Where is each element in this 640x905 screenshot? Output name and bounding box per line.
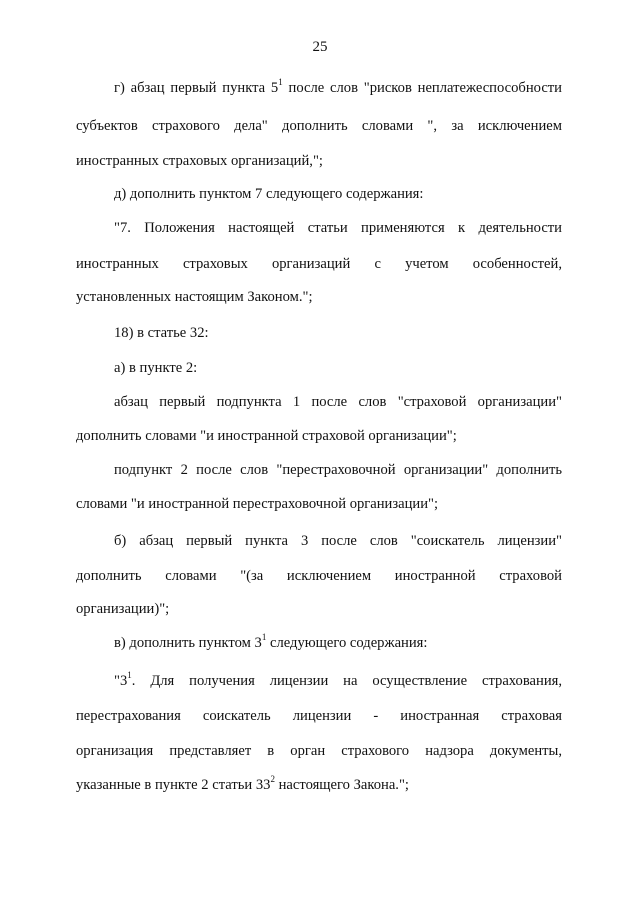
text-line: словами "и иностранной перестраховочной организации"; [76,496,439,512]
text-line: 18) в статье 32: [114,325,209,341]
text-line: иностранных страховых организаций,"; [76,153,323,169]
text-line: абзац первый подпункта 1 после слов "страховой организации" [114,394,562,410]
text-line: "7. Положения настоящей статьи применяются к деятельности [114,220,562,236]
text-line: "$3^1$. Для получения лицензии на осуществление страхования, [114,670,562,689]
text-line: подпункт 2 после слов "перестраховочной организации" дополнить [114,462,562,478]
text-line: д) дополнить пунктом 7 следующего содержания: [114,186,424,202]
text-line: дополнить словами "(за исключением иностранной страховой [76,568,562,584]
text-line: организация представляет в орган страхового надзора документы, [76,743,562,759]
text-line: а) в пункте 2: [114,360,198,376]
page-number: 25 [312,39,328,55]
text-line: организации)"; [76,601,170,617]
superscript: 1 [278,77,283,88]
text-line: перестрахования соискатель лицензии - иностранная страховая [76,708,562,724]
text-line: указанные в пункте 2 статьи $33^2$ настоящего Закона."; [76,774,409,793]
text-line: б) абзац первый пункта 3 после слов "соискатель лицензии" [114,533,562,549]
text-line: иностранных страховых организаций с учетом особенностей, [76,256,562,272]
superscript: 1 [261,632,267,643]
text-line: дополнить словами "и иностранной страховой организации"; [76,428,457,444]
text-line: субъектов страхового дела" дополнить словами ", за исключением [76,118,562,134]
text-line: установленных настоящим Законом."; [76,289,313,305]
text-line: г) абзац первый пункта $5^1$ после слов "рисков неплатежеспособности [114,77,562,96]
superscript: 1 [127,670,132,681]
superscript: 2 [270,774,275,785]
text-line: в) дополнить пунктом $3^1$ следующего содержания: [114,632,428,651]
